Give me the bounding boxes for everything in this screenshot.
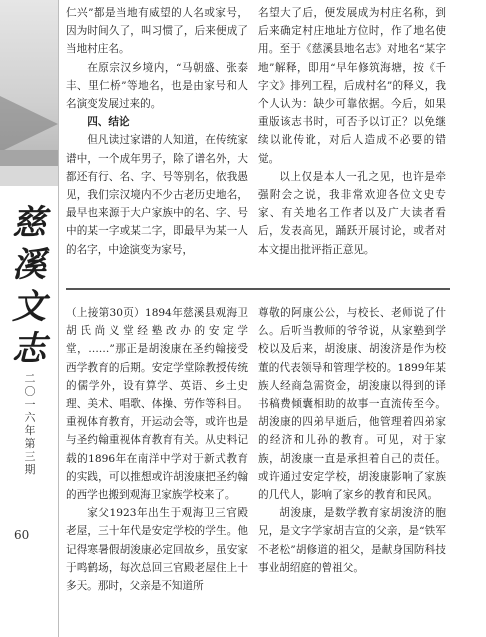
paragraph: 名望大了后，便发展成为村庄名称，到后来确定村庄地址方位时，作了地名使用。至于《慈溪县地名志》对地名“某字地”解释，即用“早年修筑海塘，按《千字文》排列工程，后成村名”的释义，我个人认为：缺少可靠依据。今后，如果重版该志书时，可否予以订正？以免继续以讹传讹，对后人造成不必要的错觉。 <box>258 7 446 165</box>
paragraph: （上接第30页）1894年慈溪县观海卫胡氏尚义堂经塾改办的安定学堂，……”那正是胡浚康在圣约翰接受西学教育的后期。安定学堂除教授传统的儒学外，设有算学、英语、乡土史理、美术、唱歌、体操、劳作等科目。重视体育教育，开运动会等，或许也是与圣约翰重视体育教育有关。从史料记载的1896年在南洋中学对于新式教育的实践，可以推想或许胡浚康把圣约翰的西学也搬到观海卫家族学校来了。 <box>66 307 248 502</box>
issue-char: 期 <box>24 463 36 476</box>
magazine-title-char: 溪 <box>12 245 46 285</box>
issue-char: 三 <box>24 450 36 463</box>
sidebar-wedge <box>0 96 58 152</box>
issue-char: 二 <box>24 372 36 385</box>
top-left-column <box>66 4 248 259</box>
page-number: 60 <box>14 528 30 542</box>
paragraph: 家父1923年出生于观海卫三官殿老屋，三十年代是安定学校的学生。他记得寒暑假胡浚康必定回故乡，虽安家于鸣鹤场，每次总回三官殿老屋住上十多天。那时，父亲是不知道所 <box>66 507 248 593</box>
sidebar-stripe-dark <box>0 150 58 166</box>
issue-char: 一 <box>24 398 36 411</box>
section-divider <box>66 288 450 290</box>
sidebar-divider <box>58 0 59 637</box>
bottom-right-column <box>258 304 446 577</box>
paragraph: 仁兴”都是当地有威望的人名或家号，因为时间久了，叫习惯了，后来便成了当地村庄名。 <box>66 7 248 56</box>
issue-label <box>16 372 44 476</box>
sidebar <box>0 0 58 637</box>
paragraph: 胡浚康，是数学教育家胡浚济的胞兄，是文字学家胡吉宣的父亲，是“铁军不老松”胡修道的祖父，是献身国防科技事业胡绍庭的曾祖父。 <box>258 507 446 574</box>
magazine-title-char: 志 <box>12 329 46 369</box>
issue-char: 六 <box>24 411 36 424</box>
magazine-title <box>4 202 54 370</box>
magazine-title-char: 文 <box>12 287 46 327</box>
top-right-column <box>258 4 446 259</box>
paragraph: 以上仅是本人一孔之见，也许是牵强附会之说，我非常欢迎各位文史专家、有关地名工作者以及广大读者看后，发表高见，踊跃开展讨论，或者对本文提出批评指正意见。 <box>258 170 446 256</box>
sidebar-stripe-light <box>0 166 58 186</box>
issue-char: 年 <box>24 424 36 437</box>
paragraph: 但凡读过家谱的人知道，在传统家谱中，一个成年男子，除了谱名外，大都还有行、名、字、号等别名，依我愚见，我们宗汉境内不少古老历史地名，最早也来源于大户家族中的名、字、号中的某一字或某二字，即最早为某一人的名字，中途演变为家号， <box>66 134 248 256</box>
paragraph: 在原宗汉乡境内，“马朝盛、张泰丰、里仁桥”等地名，也是由家号和人名演变发展过来的。 <box>66 61 248 111</box>
section-heading: 四、结论 <box>87 116 130 129</box>
issue-char: 第 <box>24 437 36 450</box>
paragraph: 尊敬的阿康公公，与校长、老师说了什么。后听当教师的爷爷说，从家塾到学校以及后来，胡浚康、胡浚济是作为校董的代表领导和管理学校的。1899年某族人经商急需资金，胡浚康以得到的译书稿费倾囊相助的故事一直流传至今。胡浚康的四弟早逝后，他管理着四弟家的经济和儿孙的教育。可见，对于家族，胡浚康一直是承担着自己的责任。或许通过安定学校，胡浚康影响了家族的几代人，影响了家乡的教育和民风。 <box>258 307 446 502</box>
bottom-left-column <box>66 304 248 595</box>
magazine-title-char: 慈 <box>12 203 46 243</box>
issue-char: 〇 <box>24 385 36 398</box>
